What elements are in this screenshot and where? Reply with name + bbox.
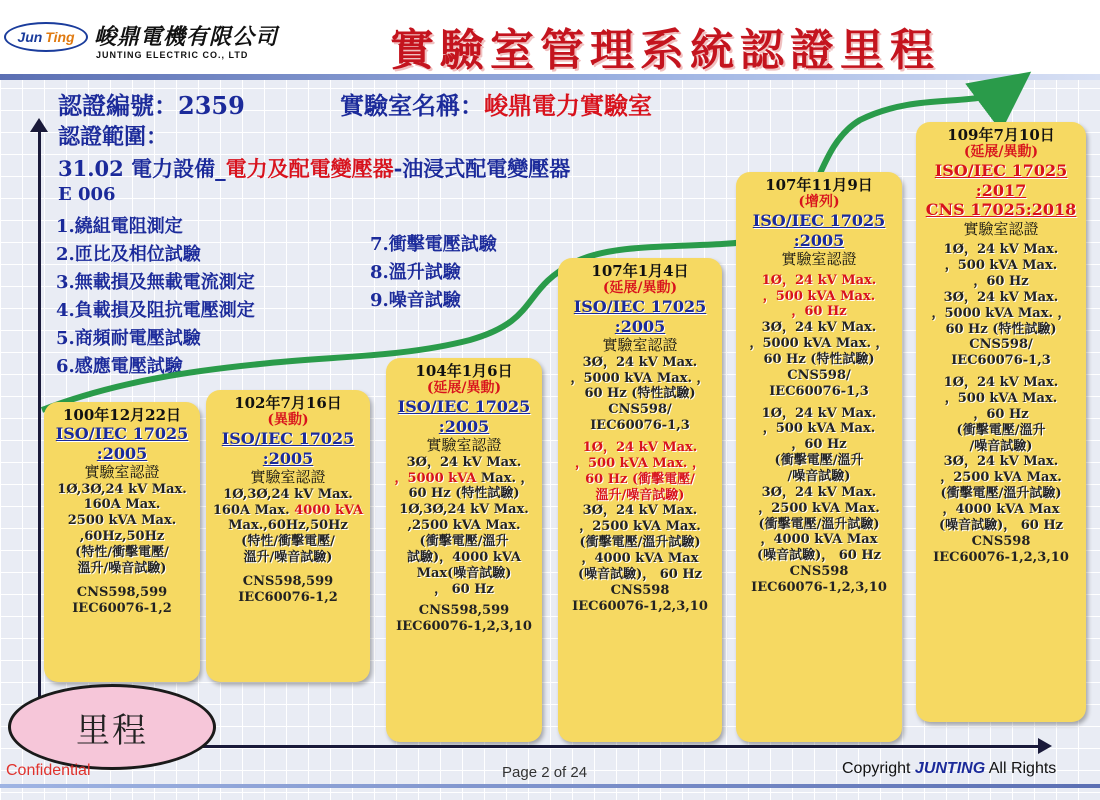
y-axis <box>38 128 41 748</box>
card-spec: 3Ø，24 kV Max. <box>582 354 698 370</box>
card-spec: (衝擊電壓/溫升試驗) <box>758 516 880 532</box>
footer <box>0 752 1100 800</box>
card-spec: ，2500 kVA Max. <box>940 470 1062 486</box>
card-spec: ,60Hz,50Hz <box>79 529 165 545</box>
card-spec-red: ，500 kVA Max. ， <box>575 455 705 471</box>
card-spec: CNS598/ <box>969 337 1033 353</box>
card-spec: CNS598/ <box>608 402 672 418</box>
card-spec: ，500 kVA Max. <box>944 258 1058 274</box>
milestone-card <box>558 258 722 742</box>
card-cns: CNS598,599 <box>242 574 334 589</box>
card-spec: 60 Hz (特性試驗) <box>408 486 520 502</box>
card-spec: 1Ø，24 kV Max. <box>761 405 877 421</box>
card-spec: (衝擊電壓/溫升試驗) <box>579 535 701 551</box>
page-title: 實驗室管理系統認證里程 <box>390 25 940 76</box>
card-standard-year: :2005 <box>793 230 845 250</box>
card-spec: IEC60076-1,3 <box>951 353 1051 369</box>
card-cns: CNS598,599 <box>76 584 168 600</box>
test-item: 9.噪音試驗 <box>370 290 461 311</box>
card-spec: ， 60 Hz <box>434 581 494 597</box>
card-spec: ，500 kVA Max. <box>762 421 876 437</box>
card-spec: Max.,60Hz,50Hz <box>228 518 348 534</box>
card-tag: (增列) <box>798 194 840 211</box>
card-spec: (衝擊電壓/溫升 <box>956 422 1046 438</box>
card-spec: 60 Hz (特性試驗) <box>945 321 1057 337</box>
card-spec: ，4000 kVA Max <box>581 551 699 567</box>
card-iec: IEC60076-1,2,3,10 <box>933 549 1069 565</box>
card-spec-red: 溫升/噪音試驗) <box>595 487 685 503</box>
card-spec: ，500 kVA Max. <box>944 390 1058 406</box>
milestone-card <box>736 172 902 742</box>
card-spec: 1Ø,3Ø,24 kV Max. <box>223 486 353 502</box>
copyright <box>842 760 1056 778</box>
logo-text-ting: Ting <box>45 29 75 45</box>
card-spec: (衝擊電壓/溫升 <box>774 453 864 469</box>
card-spec: 1Ø，24 kV Max. <box>943 375 1059 391</box>
company-name-en: JUNTING ELECTRIC CO., LTD <box>96 50 249 60</box>
card-spec: (特性/衝擊電壓/ <box>241 534 335 550</box>
card-spec: ，5000 kVA Max. ， <box>749 336 889 352</box>
card-spec: 溫升/噪音試驗) <box>243 550 333 566</box>
card-date: 109年7月10日 <box>947 126 1055 144</box>
card-spec-red: 60 Hz (衝擊電壓/ <box>585 471 695 487</box>
card-lab-cert: 實驗室認證 <box>602 336 678 355</box>
card-lab-cert: 實驗室認證 <box>781 250 857 269</box>
footer-divider <box>0 784 1100 788</box>
card-standard-year: :2005 <box>262 448 314 468</box>
card-spec: 3Ø，24 kV Max. <box>761 484 877 500</box>
card-spec: (噪音試驗)， 60 Hz <box>577 566 703 582</box>
card-spec: IEC60076-1,3 <box>590 418 690 434</box>
card-spec: 3Ø，24 kV Max. <box>582 503 698 519</box>
card-lab-cert: 實驗室認證 <box>426 436 502 455</box>
card-standard: ISO/IEC 17025 <box>934 161 1068 181</box>
scope-label: 認證範圍： <box>58 124 169 150</box>
card-spec: 溫升/噪音試驗) <box>77 560 167 576</box>
card-spec: ，2500 kVA Max. <box>758 500 880 516</box>
card-spec-part: 160A Max. <box>212 502 295 518</box>
copyright-part: All Rights <box>985 760 1057 777</box>
test-item: 4.負載損及阻抗電壓測定 <box>56 300 255 321</box>
card-spec: 3Ø，24 kV Max. <box>406 454 522 470</box>
card-tag: (延展/異動) <box>963 144 1039 161</box>
card-spec: /噪音試驗) <box>787 469 851 485</box>
company-name-zh: 峻鼎電機有限公司 <box>94 25 279 50</box>
card-spec: ，5000 kVA Max. ， <box>931 305 1071 321</box>
card-spec-part-red: ，5000 kVA <box>394 470 477 486</box>
milestone-label: 里程 <box>8 684 216 770</box>
card-spec: 60 Hz (特性試驗) <box>763 352 875 367</box>
lab-name: 峻鼎電力實驗室 <box>484 91 652 120</box>
card-spec: ,2500 kVA Max. <box>407 518 521 534</box>
card-spec: 3Ø，24 kV Max. <box>943 454 1059 470</box>
card-cns: CNS598,599 <box>418 603 510 619</box>
card-spec: IEC60076-1,3 <box>769 383 869 399</box>
card-spec: 2500 kVA Max. <box>67 513 177 529</box>
card-spec: ，5000 kVA Max. ， <box>570 370 710 386</box>
card-date: 107年1月4日 <box>591 262 689 280</box>
card-spec-part: Max. ， <box>476 470 534 486</box>
card-iec: IEC60076-1,2,3,10 <box>572 598 708 614</box>
test-item: 6.感應電壓試驗 <box>56 356 183 377</box>
card-standard: ISO/IEC 17025 <box>573 297 707 317</box>
card-cns: CNS598 <box>789 564 849 580</box>
card-date: 100年12月22日 <box>62 406 182 424</box>
card-spec: ，4000 kVA Max <box>760 532 878 548</box>
test-item: 5.商頻耐電壓試驗 <box>56 328 201 349</box>
card-spec-red: ，60 Hz <box>791 304 847 320</box>
test-item: 2.匝比及相位試驗 <box>56 244 201 265</box>
scope-part-c: -油浸式配電變壓器 <box>393 156 571 181</box>
card-cns: CNS598 <box>610 582 670 598</box>
milestone-card <box>386 358 542 742</box>
test-item: 7.衝擊電壓試驗 <box>370 234 497 255</box>
card-lab-cert: 實驗室認證 <box>84 463 160 482</box>
scope-part-a: 31.02 電力設備_ <box>58 156 226 181</box>
test-item: 3.無載損及無載電流測定 <box>56 272 255 293</box>
card-spec: (噪音試驗)， 60 Hz <box>938 517 1064 533</box>
card-spec-red: 1Ø，24 kV Max. <box>582 440 698 455</box>
card-iec: IEC60076-1,2,3,10 <box>396 619 532 635</box>
card-date: 104年1月6日 <box>415 362 513 380</box>
card-standard: ISO/IEC 17025 <box>752 211 886 231</box>
y-axis-arrow-icon <box>30 118 48 132</box>
card-spec: ，60 Hz <box>791 437 847 453</box>
lab-name-label: 實驗室名稱： <box>340 91 484 120</box>
card-standard: ISO/IEC 17025 <box>397 397 531 417</box>
card-spec: 1Ø，24 kV Max. <box>943 242 1059 258</box>
scope-part-b: 電力及配電變壓器 <box>225 156 394 181</box>
page-number: Page 2 of 24 <box>502 764 588 781</box>
card-spec-red: 1Ø，24 kV Max. <box>761 272 877 288</box>
card-spec: 試驗)，4000 kVA <box>406 549 522 565</box>
card-spec: (特性/衝擊電壓/ <box>75 545 169 561</box>
card-spec: ，60 Hz <box>973 273 1029 289</box>
card-spec: 60 Hz (特性試驗) <box>584 386 696 402</box>
card-spec: /噪音試驗) <box>969 438 1033 454</box>
confidential-label: Confidential <box>6 762 91 779</box>
card-spec: 1Ø,3Ø,24 kV Max. <box>57 481 187 497</box>
card-standard-year: :2005 <box>614 316 666 336</box>
scope-code: E 006 <box>58 184 116 205</box>
card-spec: Max(噪音試驗) <box>416 565 512 581</box>
logo-text-jun: Jun <box>17 29 43 45</box>
card-spec: CNS598/ <box>787 367 851 383</box>
card-cns: CNS598 <box>971 533 1031 549</box>
card-spec-red: ，500 kVA Max. <box>762 288 876 304</box>
card-tag: (異動) <box>267 412 309 429</box>
card-standard: ISO/IEC 17025 <box>55 424 189 444</box>
card-spec: (衝擊電壓/溫升 <box>419 534 509 549</box>
card-spec: (噪音試驗)， 60 Hz <box>756 548 882 564</box>
test-item: 8.溫升試驗 <box>370 262 461 283</box>
card-spec: (衝擊電壓/溫升試驗) <box>940 486 1062 502</box>
card-spec-part-red: 4000 kVA <box>294 502 364 518</box>
card-iec: IEC60076-1,2,3,10 <box>751 580 887 596</box>
test-item: 1.繞組電阻測定 <box>56 216 183 237</box>
card-lab-cert: 實驗室認證 <box>963 219 1039 238</box>
milestone-card <box>206 390 370 682</box>
card-iec: IEC60076-1,2 <box>238 589 338 605</box>
certification-number: 認證編號：2359 <box>58 91 245 120</box>
card-date: 102年7月16日 <box>234 394 342 412</box>
card-iec: IEC60076-1,2 <box>72 600 172 616</box>
card-cns-standard: CNS 17025:2018 <box>925 200 1077 220</box>
card-tag: (延展/異動) <box>426 380 502 397</box>
card-spec: ，4000 kVA Max <box>942 501 1060 517</box>
card-standard-year: :2017 <box>975 180 1027 200</box>
card-standard-year: :2005 <box>96 443 148 463</box>
card-lab-cert: 實驗室認證 <box>250 468 326 487</box>
milestone-card <box>916 122 1086 722</box>
card-spec: ，2500 kVA Max. <box>579 519 701 535</box>
card-spec: 3Ø，24 kV Max. <box>943 289 1059 305</box>
card-spec: 160A Max. <box>83 497 161 513</box>
copyright-part: Copyright <box>842 760 915 777</box>
card-spec <box>386 471 542 487</box>
card-spec: 3Ø，24 kV Max. <box>761 320 877 336</box>
card-standard: ISO/IEC 17025 <box>221 429 355 449</box>
card-standard-year: :2005 <box>438 416 490 436</box>
card-date: 107年11月9日 <box>765 176 873 194</box>
milestone-card <box>44 402 200 682</box>
card-tag: (延展/異動) <box>602 280 678 297</box>
x-axis <box>200 745 1042 748</box>
card-spec: 1Ø,3Ø,24 kV Max. <box>399 502 529 518</box>
card-spec <box>206 503 370 519</box>
copyright-brand: JUNTING <box>914 760 986 777</box>
card-spec: ，60 Hz <box>973 406 1029 422</box>
